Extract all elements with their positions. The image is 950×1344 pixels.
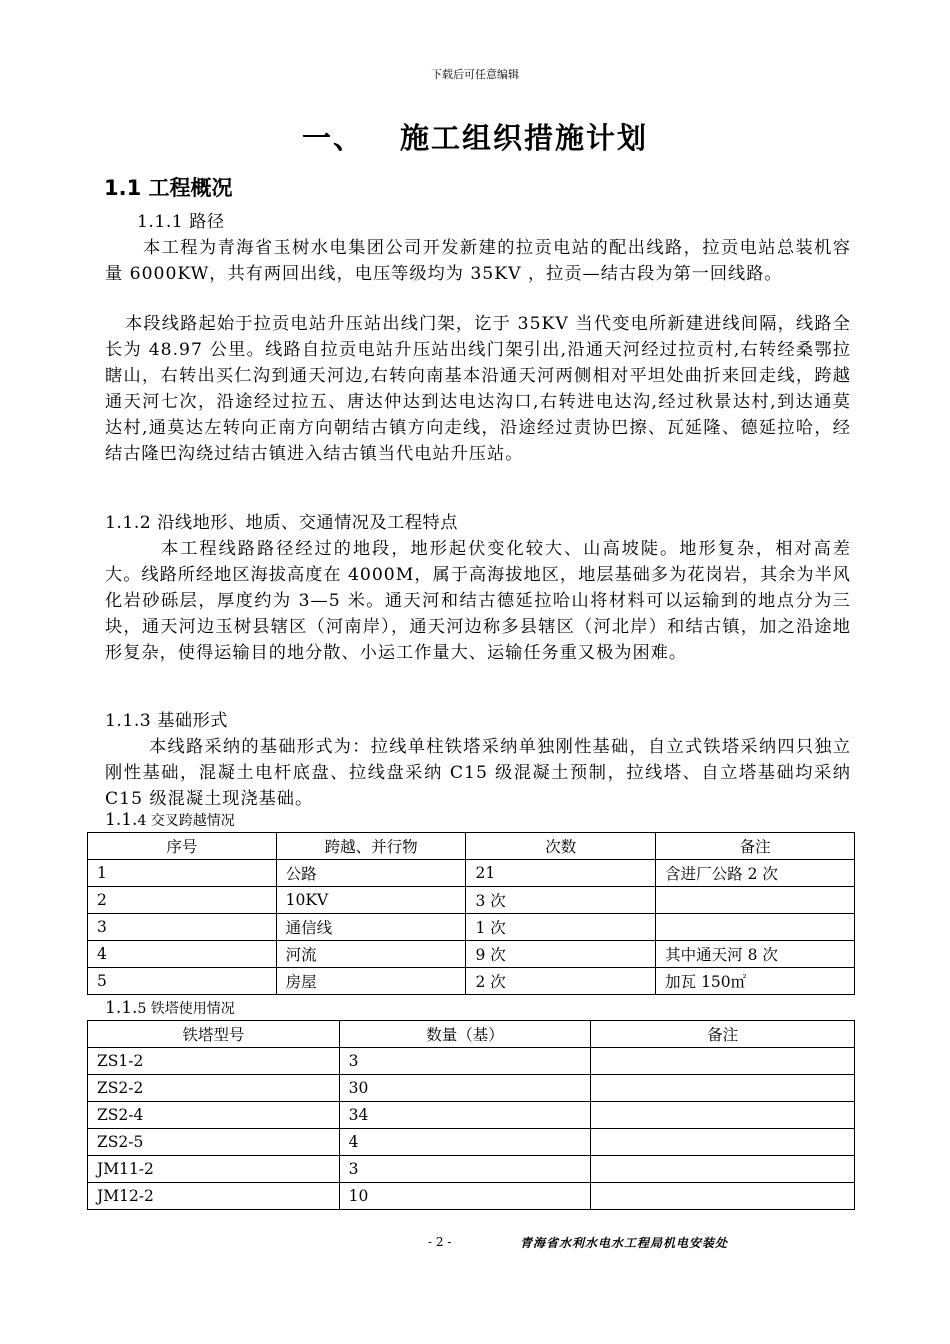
page-title xyxy=(0,116,950,157)
table-cell: 3 xyxy=(339,1048,591,1075)
table-header-row xyxy=(88,833,855,860)
table-header-row xyxy=(88,1021,855,1048)
table-cell: 21 xyxy=(466,860,656,887)
table-cell: ZS1-2 xyxy=(88,1048,340,1075)
table-cell: 1 次 xyxy=(466,914,656,941)
table-cell xyxy=(656,887,855,914)
table1-caption-number: 1.1. xyxy=(105,810,138,830)
table-cell: 30 xyxy=(339,1075,591,1102)
table-row xyxy=(88,914,855,941)
table-cell xyxy=(591,1048,855,1075)
table-row xyxy=(88,1183,855,1210)
table-cell xyxy=(591,1129,855,1156)
tower-table xyxy=(87,1020,855,1210)
crossing-table xyxy=(87,832,855,995)
table-row xyxy=(88,1156,855,1183)
heading-1-1-2: 1.1.2 沿线地形、地质、交通情况及工程特点 xyxy=(105,513,458,533)
paragraph-route-detail: 本段线路起始于拉贡电站升压站出线门架，讫于 35KV 当代变电所新建进线间隔，线路全长为 48.97 公里。线路自拉贡电站升压站出线门架引出,沿通天河经过拉贡村,右转经桑鄂拉瞎山，右转出买仁沟到通天河边,右转向南基本沿通天河两侧相对平坦处曲折来回走线，跨越通天河七次，沿途经过拉五、唐达仲达到达电达沟口,右转进电达沟,经过秋景达村,到达通莫达村,通莫达左转向正南方向朝结古镇方向走线，沿途经过责协巴擦、瓦延隆、德延拉哈，经结古隆巴沟绕过结古镇进入结古镇当代电站升压站。 xyxy=(105,314,851,464)
table-header-cell: 次数 xyxy=(466,833,656,860)
table-cell: 河流 xyxy=(276,941,466,968)
table-cell: 9 次 xyxy=(466,941,656,968)
title-text: 施工组织措施计划 xyxy=(400,121,649,155)
table-header-cell: 铁塔型号 xyxy=(88,1021,340,1048)
table-row xyxy=(88,1075,855,1102)
table-cell: 3 xyxy=(339,1156,591,1183)
table-header-cell: 数量（基） xyxy=(339,1021,591,1048)
table-row xyxy=(88,1102,855,1129)
table-cell: JM12-2 xyxy=(88,1183,340,1210)
table-row xyxy=(88,1129,855,1156)
table-row xyxy=(88,887,855,914)
table-row xyxy=(88,941,855,968)
table1-caption-text: 4 交叉跨越情况 xyxy=(137,813,235,829)
table-cell: 3 xyxy=(88,914,277,941)
page-number: - 2 - xyxy=(428,1235,452,1249)
title-number: 一、 xyxy=(301,121,364,155)
table-cell: 4 xyxy=(88,941,277,968)
table-cell: 10KV xyxy=(276,887,466,914)
table-header-cell: 备注 xyxy=(591,1021,855,1048)
table-cell: 公路 xyxy=(276,860,466,887)
table1-caption xyxy=(105,810,235,830)
table-cell: 34 xyxy=(339,1102,591,1129)
footer-organization: 青海省水利水电水工程局机电安装处 xyxy=(520,1236,729,1250)
table-cell xyxy=(591,1183,855,1210)
table2-caption xyxy=(105,998,235,1018)
table-cell: 房屋 xyxy=(276,968,466,995)
header-note: 下载后可任意编辑 xyxy=(431,68,519,81)
table-row xyxy=(88,860,855,887)
table-cell: 4 xyxy=(339,1129,591,1156)
heading-1-1-3: 1.1.3 基础形式 xyxy=(105,711,228,731)
table-header-cell: 序号 xyxy=(88,833,277,860)
section-heading: 1.1 工程概况 xyxy=(104,176,233,200)
table-header-cell: 跨越、并行物 xyxy=(276,833,466,860)
table-cell xyxy=(591,1075,855,1102)
table-header-cell: 备注 xyxy=(656,833,855,860)
table-cell: 1 xyxy=(88,860,277,887)
table2-caption-text: 5 铁塔使用情况 xyxy=(137,1001,235,1017)
table-cell xyxy=(656,914,855,941)
table-cell: 2 xyxy=(88,887,277,914)
table-cell: 2 次 xyxy=(466,968,656,995)
table-cell: 其中通天河 8 次 xyxy=(656,941,855,968)
table-cell xyxy=(591,1156,855,1183)
table-cell: 3 次 xyxy=(466,887,656,914)
table-cell: ZS2-5 xyxy=(88,1129,340,1156)
table-cell: ZS2-2 xyxy=(88,1075,340,1102)
table-row xyxy=(88,968,855,995)
table-cell: 10 xyxy=(339,1183,591,1210)
table-row xyxy=(88,1048,855,1075)
paragraph-route-intro: 本工程为青海省玉树水电集团公司开发新建的拉贡电站的配出线路，拉贡电站总装机容量 6000KW，共有两回出线，电压等级均为 35KV ，拉贡—结古段为第一回线路。 xyxy=(105,238,851,284)
table-cell: 含进厂公路 2 次 xyxy=(656,860,855,887)
table2-caption-number: 1.1. xyxy=(105,998,138,1018)
table-cell: JM11-2 xyxy=(88,1156,340,1183)
table-cell xyxy=(591,1102,855,1129)
table-cell: 通信线 xyxy=(276,914,466,941)
table-cell: 加瓦 150㎡ xyxy=(656,968,855,995)
paragraph-foundation: 本线路采纳的基础形式为：拉线单柱铁塔采纳单独刚性基础，自立式铁塔采纳四只独立刚性基础，混凝土电杆底盘、拉线盘采纳 C15 级混凝土预制，拉线塔、自立塔基础均采纳 C15 级混凝土现浇基础。 xyxy=(105,737,851,809)
heading-1-1-1: 1.1.1 路径 xyxy=(137,212,225,232)
table-cell: 5 xyxy=(88,968,277,995)
paragraph-terrain: 本工程线路路径经过的地段，地形起伏变化较大、山高坡陡。地形复杂，相对高差大。线路所经地区海拔高度在 4000M，属于高海拔地区，地层基础多为花岗岩，其余为半风化岩砂砾层，厚度约为 3—5 米。通天河和结古德延拉哈山将材料可以运输到的地点分为三块，通天河边玉树县辖区（河南岸），通天河边称多县辖区（河北岸）和结古镇，加之沿途地形复杂，使得运输目的地分散、小运工作量大、运输任务重又极为困难。 xyxy=(105,539,851,663)
table-cell: ZS2-4 xyxy=(88,1102,340,1129)
